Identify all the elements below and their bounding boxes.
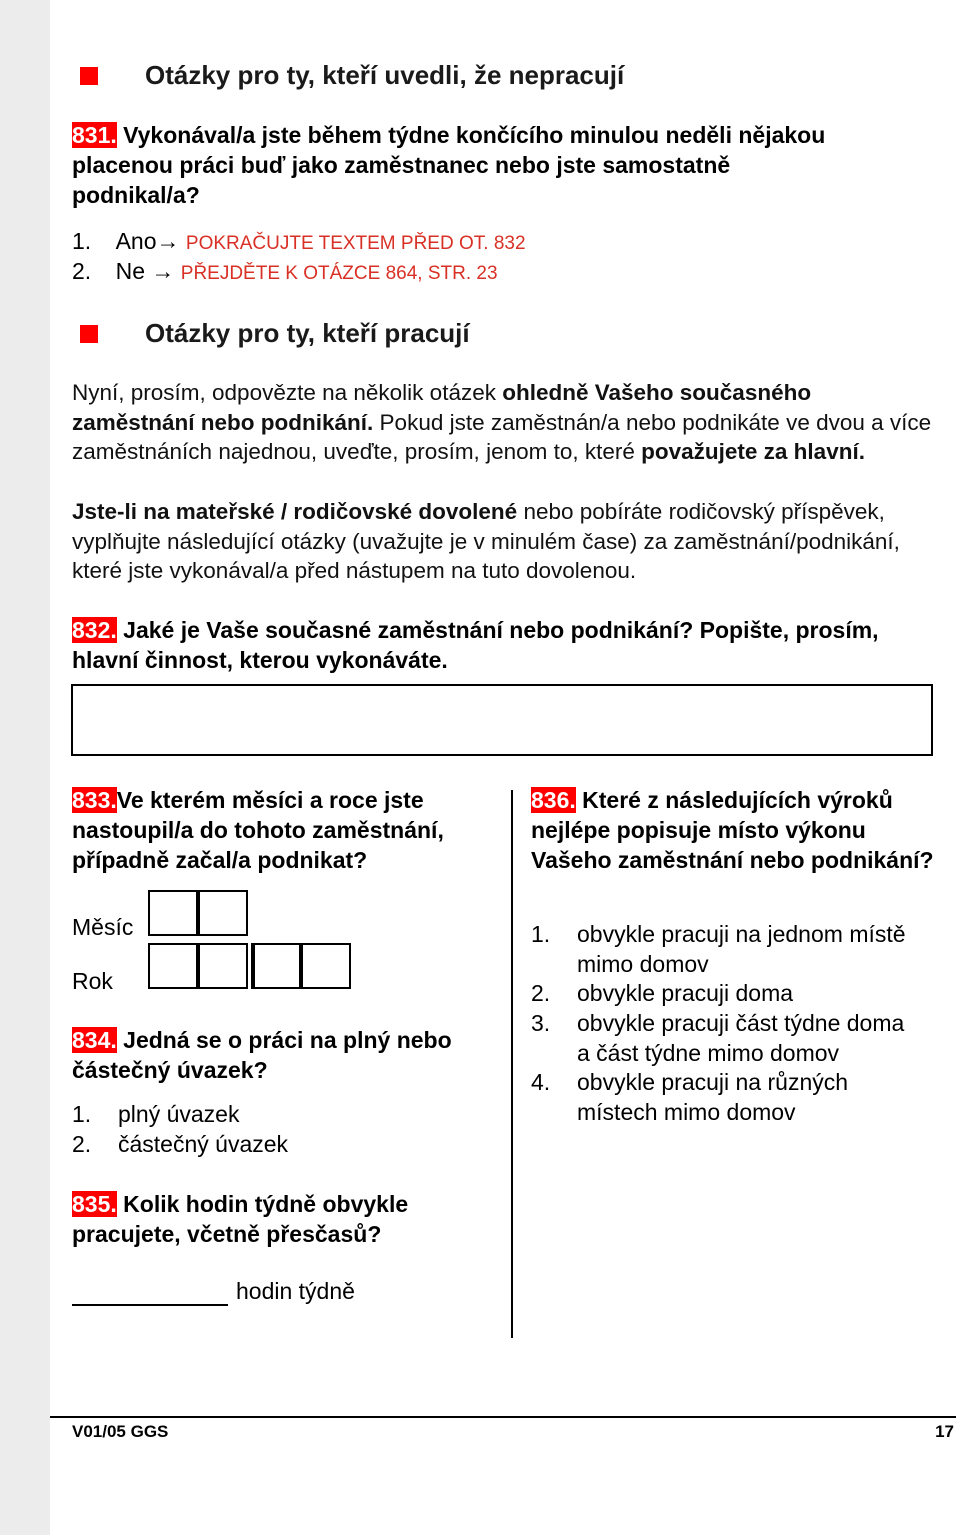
page-number: 17 <box>935 1422 954 1441</box>
intro-text: Pokud jste zaměstnán/a nebo podnikáte ve dvou a více zaměstnáních najednou, uveďte, prosím, jenom to, které <box>72 409 932 465</box>
option-number: 1. <box>72 1101 92 1127</box>
footer-rule <box>50 1416 956 1418</box>
option-831-no[interactable] <box>72 258 498 285</box>
option-label: plný úvazek <box>118 1101 240 1127</box>
option-label: Ano <box>115 228 157 254</box>
intro-bold-text: považujete za hlavní. <box>641 439 865 465</box>
option-one-place[interactable] <box>531 920 951 980</box>
question-text: Které z následujících výroků nejlépe popisuje místo výkonu Vašeho zaměstnání nebo podnikání? <box>531 787 934 873</box>
option-number: 1. <box>531 921 551 947</box>
option-label: obvykle pracuji doma <box>577 980 794 1006</box>
option-number: 1. <box>72 228 92 254</box>
page-margin-strip <box>0 0 50 1535</box>
question-text: Kolik hodin týdně obvykle pracujete, včetně přesčasů? <box>72 1191 409 1247</box>
section-title-not-working: Otázky pro ty, kteří uvedli, že nepracují <box>145 60 625 90</box>
question-text: Jaké je Vaše současné zaměstnání nebo podnikání? Popište, prosím, hlavní činnost, kterou vykonáváte. <box>72 617 879 673</box>
question-text-line3: podnikal/a? <box>72 182 200 208</box>
option-label: obvykle pracuji na jednom místě <box>577 921 906 947</box>
column-divider <box>511 790 513 1338</box>
option-various-places[interactable] <box>531 1068 951 1128</box>
section-bullet-icon <box>80 325 98 343</box>
intro-paragraph <box>72 378 932 467</box>
option-label: Ne <box>115 258 145 284</box>
question-number: 833. <box>72 787 117 813</box>
question-text: Ve kterém měsíci a roce jste nastoupil/a do tohoto zaměstnání, případně začal/a podnikat? <box>72 787 444 873</box>
option-label-cont: a část týdne mimo domov <box>577 1039 840 1066</box>
occupation-answer-box[interactable] <box>71 684 933 756</box>
option-831-yes[interactable] <box>72 228 526 255</box>
option-label: obvykle pracuji část týdne doma <box>577 1010 905 1036</box>
option-label-cont: mimo domov <box>577 950 709 977</box>
year-digit-box[interactable] <box>251 943 301 989</box>
hours-answer-line[interactable] <box>72 1278 228 1306</box>
leave-bold-text: Jste-li na mateřské / rodičovské dovolené <box>72 499 518 524</box>
footer-code: V01/05 GGS <box>72 1422 169 1441</box>
arrow-right-icon: → <box>156 228 180 254</box>
question-number: 831. <box>72 122 117 148</box>
option-number: 2. <box>531 980 551 1006</box>
option-number: 2. <box>72 258 92 284</box>
options-834 <box>72 1100 492 1160</box>
leave-text: nebo pobíráte rodičovský příspěvek, vyplňujte následující otázky (uvažujte je v minulém čase) za zaměstnání/podnikání, které jste vykonával/a před nástupem na tuto dovolenou. <box>72 499 900 584</box>
option-partly-home[interactable] <box>531 1009 951 1069</box>
option-number: 3. <box>531 1010 551 1036</box>
option-part-time[interactable] <box>72 1130 492 1160</box>
intro-text: Nyní, prosím, odpovězte na několik otázek <box>72 380 503 405</box>
question-text-line2: placenou práci buď jako zaměstnanec nebo jste samostatně <box>72 152 731 178</box>
option-label-cont: místech mimo domov <box>577 1098 796 1125</box>
leave-paragraph <box>72 497 932 586</box>
question-number: 834. <box>72 1027 117 1053</box>
question-number: 832. <box>72 617 117 643</box>
month-digit-box[interactable] <box>198 890 248 936</box>
option-label: obvykle pracuji na různých <box>577 1069 849 1095</box>
question-text-line1: Vykonával/a jste během týdne končícího minulou neděli nějakou <box>116 122 826 148</box>
question-834 <box>72 1025 492 1085</box>
question-number: 836. <box>531 787 576 813</box>
option-full-time[interactable] <box>72 1100 492 1130</box>
section-bullet-icon <box>80 67 98 85</box>
year-digit-box[interactable] <box>198 943 248 989</box>
question-number: 835. <box>72 1191 117 1217</box>
option-number: 2. <box>72 1131 92 1157</box>
option-number: 4. <box>531 1069 551 1095</box>
question-833 <box>72 785 502 875</box>
question-835 <box>72 1189 492 1249</box>
option-label: částečný úvazek <box>118 1131 289 1157</box>
year-label: Rok <box>72 968 113 994</box>
year-digit-box[interactable] <box>301 943 351 989</box>
hours-unit-label: hodin týdně <box>236 1278 355 1304</box>
question-text: Jedná se o práci na plný nebo částečný úvazek? <box>72 1027 452 1083</box>
question-836 <box>531 785 951 875</box>
month-digit-box[interactable] <box>148 890 198 936</box>
options-836 <box>531 920 951 1130</box>
skip-instruction: PŘEJDĚTE K OTÁZCE 864, STR. 23 <box>180 263 498 284</box>
year-digit-box[interactable] <box>148 943 198 989</box>
skip-instruction: POKRAČUJTE TEXTEM PŘED OT. 832 <box>185 233 526 254</box>
question-832 <box>72 615 942 675</box>
question-831 <box>72 120 942 210</box>
arrow-right-icon: → <box>151 258 175 284</box>
month-label: Měsíc <box>72 914 134 940</box>
intro-bold-text: ohledně Vašeho současného zaměstnání nebo podnikání. <box>72 380 812 435</box>
section-title-working: Otázky pro ty, kteří pracují <box>145 318 470 348</box>
option-home[interactable] <box>531 979 951 1009</box>
